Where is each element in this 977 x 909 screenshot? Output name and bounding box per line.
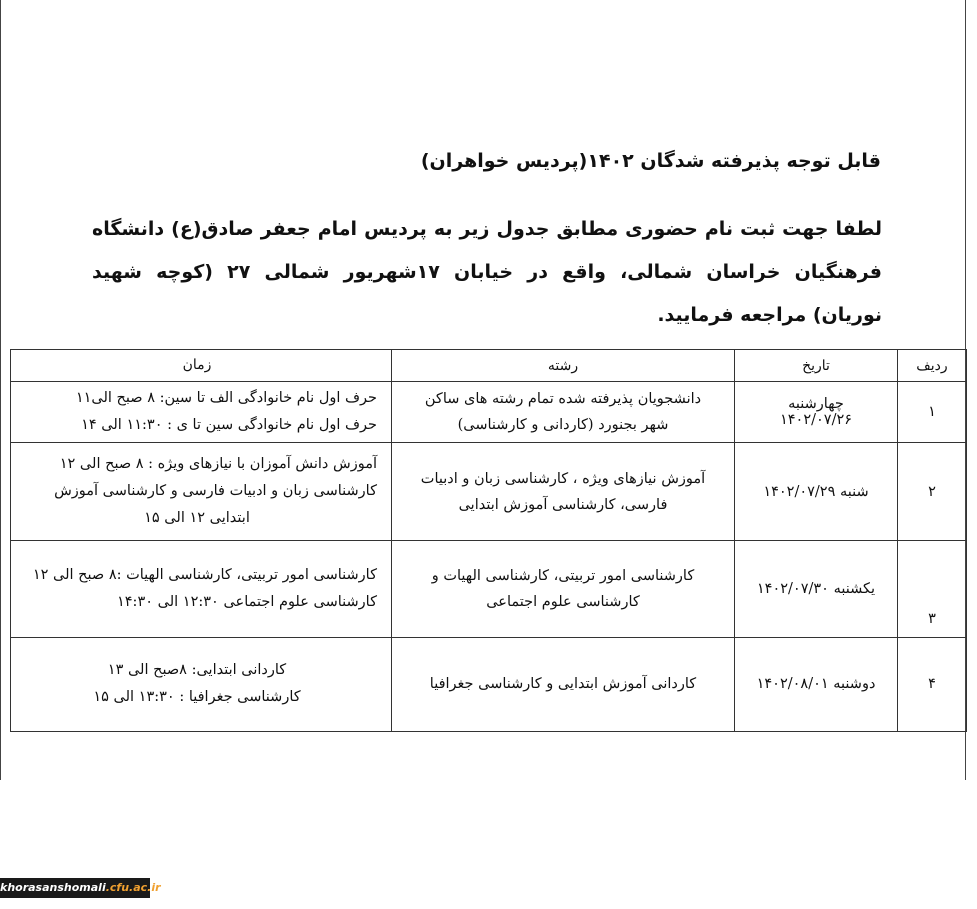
row-field bbox=[392, 443, 735, 540]
time-line: آموزش دانش آموزان با نیازهای ویژه : ۸ صبح الی ۱۲ bbox=[59, 456, 377, 472]
row-number: ۴ bbox=[898, 637, 967, 731]
row-number: ۲ bbox=[898, 443, 967, 540]
field-line: فارسی، کارشناسی آموزش ابتدایی bbox=[458, 496, 668, 513]
date-line: چهارشنبه bbox=[788, 396, 844, 413]
row-time bbox=[11, 382, 392, 443]
table-row bbox=[11, 443, 967, 540]
time-line: کارشناسی زبان و ادبیات فارسی و کارشناسی آموزش bbox=[54, 483, 377, 499]
table-row bbox=[11, 540, 967, 637]
date-line: دوشنبه ۱۴۰۲/۰۸/۰۱ bbox=[756, 676, 876, 693]
watermark-domain: khorasanshomali bbox=[0, 881, 106, 894]
time-line: کارشناسی جغرافیا : ۱۳:۳۰ الی ۱۵ bbox=[93, 689, 301, 706]
row-date bbox=[735, 382, 898, 443]
time-line: ابتدایی ۱۲ الی ۱۵ bbox=[144, 510, 250, 526]
field-line: کارشناسی امور تربیتی، کارشناسی الهیات و bbox=[431, 567, 695, 584]
row-number: ۳ bbox=[898, 540, 967, 637]
registration-schedule-table bbox=[10, 349, 967, 732]
registration-instruction: لطفا جهت ثبت نام حضوری مطابق جدول زیر به پردیس امام جعفر صادق(ع) دانشگاه فرهنگیان خراسان شمالی، واقع در خیابان ۱۷شهریور شمالی ۲۷ (کوچه شهید نوریان) مراجعه فرمایید. bbox=[92, 218, 882, 326]
field-line: کاردانی آموزش ابتدایی و کارشناسی جغرافیا bbox=[429, 676, 697, 693]
table-row bbox=[11, 382, 967, 443]
table-row bbox=[11, 637, 967, 731]
time-line: کارشناسی علوم اجتماعی ۱۲:۳۰ الی ۱۴:۳۰ bbox=[116, 593, 377, 610]
table-header-row bbox=[11, 350, 967, 382]
field-line: دانشجویان پذیرفته شده تمام رشته های ساکن bbox=[424, 391, 702, 408]
site-watermark bbox=[0, 878, 161, 898]
row-time bbox=[11, 443, 392, 540]
row-field bbox=[392, 637, 735, 731]
date-line: یکشنبه ۱۴۰۲/۰۷/۳۰ bbox=[756, 580, 876, 597]
field-line: آموزش نیازهای ویژه ، کارشناسی زبان و ادبیات bbox=[420, 470, 706, 487]
time-line: حرف اول نام خانوادگی الف تا سین: ۸ صبح الی۱۱ bbox=[75, 390, 377, 407]
time-line: حرف اول نام خانوادگی سین تا ی : ۱۱:۳۰ الی ۱۴ bbox=[81, 417, 377, 434]
header-time: زمان bbox=[11, 350, 392, 382]
header-date: تاریخ bbox=[735, 350, 898, 382]
header-row-number: ردیف bbox=[898, 350, 967, 382]
announcement-heading: قابل توجه پذیرفته شدگان ۱۴۰۲(پردیس خواهران) bbox=[420, 150, 881, 172]
row-date bbox=[735, 540, 898, 637]
field-line: کارشناسی علوم اجتماعی bbox=[486, 593, 640, 610]
row-date bbox=[735, 443, 898, 540]
row-field bbox=[392, 540, 735, 637]
time-line: کارشناسی امور تربیتی، کارشناسی الهیات :۸ صبح الی ۱۲ bbox=[32, 566, 377, 583]
header-field: رشته bbox=[392, 350, 735, 382]
row-field bbox=[392, 382, 735, 443]
date-line: شنبه ۱۴۰۲/۰۷/۲۹ bbox=[763, 483, 869, 500]
date-line: ۱۴۰۲/۰۷/۲۶ bbox=[779, 412, 853, 429]
time-line: کاردانی ابتدایی: ۸صبح الی ۱۳ bbox=[107, 662, 287, 679]
row-number: ۱ bbox=[898, 382, 967, 443]
row-date bbox=[735, 637, 898, 731]
watermark-suffix: .cfu.ac.ir bbox=[105, 881, 161, 894]
row-time bbox=[11, 540, 392, 637]
field-line: شهر بجنورد (کاردانی و کارشناسی) bbox=[457, 417, 669, 434]
row-time bbox=[11, 637, 392, 731]
